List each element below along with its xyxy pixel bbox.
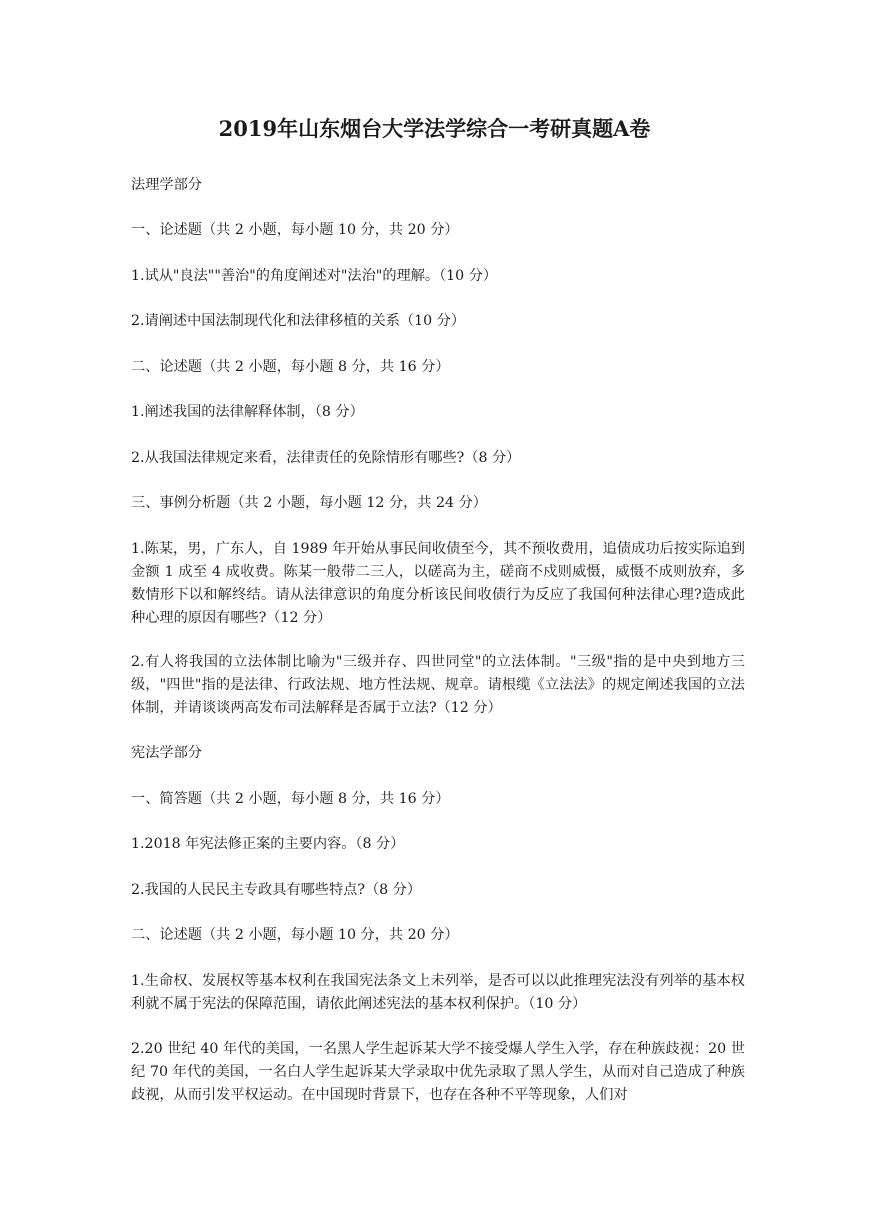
constitutional-question-1: 1.2018 年宪法修正案的主要内容。（8 分） — [131, 836, 405, 852]
jurisprudence-section1-heading: 一、论述题（共 2 小题，每小题 10 分，共 20 分） — [131, 222, 459, 238]
jurisprudence-section3-heading: 三、事例分析题（共 2 小题，每小题 12 分，共 24 分） — [131, 495, 487, 511]
jurisprudence-question-6: 2.有人将我国的立法体制比喻为"三级并存、四世同堂"的立法体制。"三级"指的是中央到地方三级，"四世"指的是法律、行政法规、地方性法规、规章。请根缆《立法法》的规定阐述我国的立法体制，并请谈谈两高发布司法解释是否属于立法?（12 分） — [131, 654, 745, 716]
jurisprudence-section2-heading: 二、论述题（共 2 小题，每小题 8 分，共 16 分） — [131, 359, 450, 375]
jurisprudence-heading: 法理学部分 — [131, 177, 202, 193]
constitutional-section1-heading: 一、简答题（共 2 小题，每小题 8 分，共 16 分） — [131, 791, 450, 807]
constitutional-heading: 宪法学部分 — [131, 745, 202, 761]
jurisprudence-question-4: 2.从我国法律规定来看，法律责任的免除情形有哪些?（8 分） — [131, 450, 521, 466]
jurisprudence-question-2: 2.请阐述中国法制现代化和法律移植的关系（10 分） — [131, 313, 466, 329]
constitutional-section2-heading: 二、论述题（共 2 小题，每小题 10 分，共 20 分） — [131, 927, 459, 943]
constitutional-question-3: 1.生命权、发展权等基本权利在我国宪法条文上未列举，是否可以以此推理宪法没有列举的基本权利就不属于宪法的保障范围，请依此阐述宪法的基本权利保护。（10 分） — [131, 973, 745, 1012]
jurisprudence-question-3: 1.阐述我国的法律解释体制，（8 分） — [131, 404, 364, 420]
jurisprudence-question-5: 1.陈某，男，广东人，自 1989 年开始从事民间收债至今，其不预收费用，追债成功后按实际追到金额 1 成至 4 成收费。陈某一般带二三人，以磋高为主，磋商不戍则威慑，威慑不成则放弃，多数情形下以和解终结。请从法律意识的角度分析该民间收债行为反应了我国何种法律心理?造成此种心理的原因有哪些?（12 分） — [131, 541, 745, 626]
constitutional-question-2: 2.我国的人民民主专政具有哪些特点?（8 分） — [131, 882, 422, 898]
jurisprudence-question-1: 1.试从"良法""善治"的角度阐述对"法治"的理解。（10 分） — [131, 268, 498, 284]
constitutional-question-4: 2.20 世纪 40 年代的美国，一名黑人学生起诉某大学不接受爆人学生入学，存在种族歧视：20 世纪 70 年代的美国，一名白人学生起诉某大学录取中优先录取了黑人学生，从而对自己造成了种族歧视，从而引发平权运动。在中国现时背景下，也存在各种不平等现象，人们对 — [131, 1041, 745, 1103]
document-title: 2019年山东烟台大学法学综合一考研真题A卷 — [218, 116, 651, 141]
